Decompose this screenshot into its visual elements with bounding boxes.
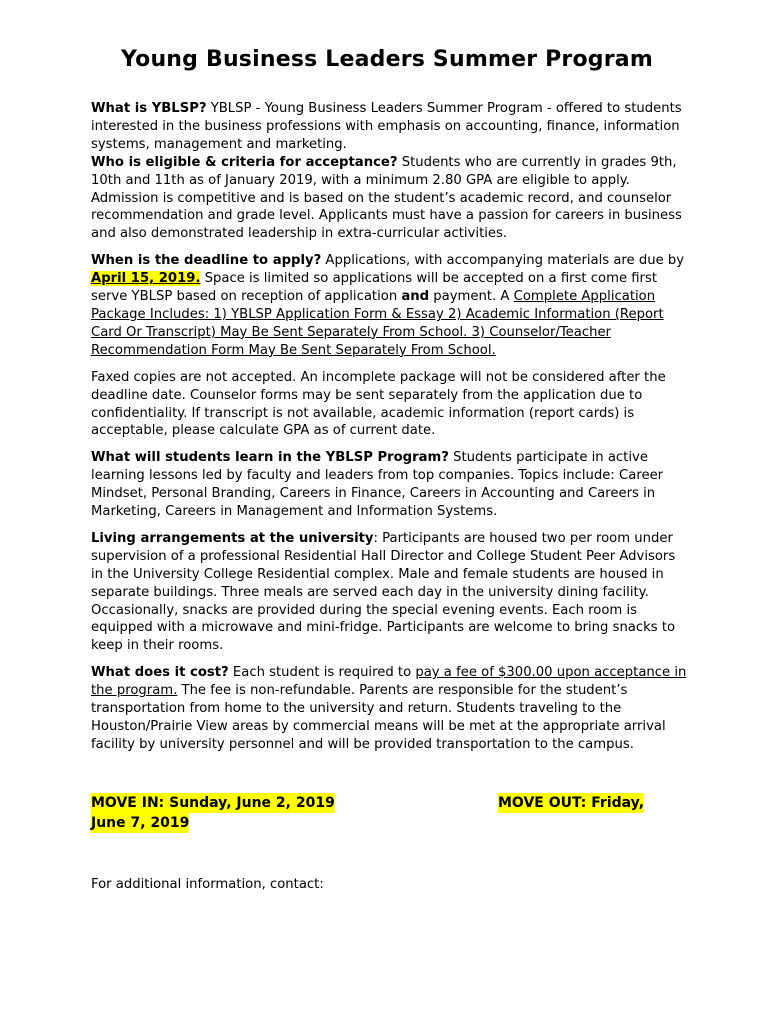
living-paragraph <box>91 530 691 655</box>
eligibility-question: Who is eligible & criteria for acceptance? <box>91 154 398 170</box>
deadline-text-1: Applications, with accompanying materials are due by <box>321 253 685 269</box>
what-is-paragraph <box>91 100 691 154</box>
learn-paragraph <box>91 449 691 521</box>
eligibility-paragraph <box>91 154 691 244</box>
living-answer: : Participants are housed two per room under supervision of a professional Residential Hall Director and College Student Peer Advisors in the University College Residential complex. Male and female students are housed in separate buildings. Three meals are served each day in the university dining facility. Occasionally, snacks are provided during the special evening events. Each room is equipped with a microwave and mini-fridge. Participants are welcome to bring snacks to keep in their rooms. <box>91 530 676 654</box>
document-page <box>91 44 691 894</box>
move-dates <box>91 793 691 833</box>
cost-paragraph <box>91 664 691 754</box>
move-in-date: MOVE IN: Sunday, June 2, 2019 <box>91 794 335 811</box>
what-is-question: What is YBLSP? <box>91 101 207 116</box>
application-package-list: Complete Application Package Includes: 1) YBLSP Application Form & Essay 2) Academic Information (Report Card Or Transcript) May Be Sent Separately From School. 3) Counselor/Teacher Recommendation Form May Be Sent Separately From School. <box>91 289 664 358</box>
deadline-date: April 15, 2019. <box>91 271 201 287</box>
deadline-text-2: Space is limited so applications will be accepted on a first come first serve YBLSP based on reception of application <box>91 271 658 305</box>
cost-question: What does it cost? <box>91 665 229 681</box>
page-title: Young Business Leaders Summer Program <box>121 47 653 72</box>
learn-question: What will students learn in the YBLSP Program? <box>91 450 449 466</box>
eligibility-answer: Students who are currently in grades 9th, 10th and 11th as of January 2019, with a minimum 2.80 GPA are eligible to apply. Admission is competitive and is based on the student’s academic record, and counselor recommendation and grade level. Applicants must have a passion for careers in business and also demonstrated leadership in extra-curricular activities. <box>91 154 682 242</box>
deadline-and: and <box>401 289 430 305</box>
living-question: Living arrangements at the university <box>91 530 374 546</box>
cost-text-2: The fee is non-refundable. Parents are responsible for the student’s transportation from home to the university and return. Students traveling to the Houston/Prairie View areas by commercial means will be met at the appropriate arrival facility by university personnel and will be provided transportation to the campus. <box>91 683 666 752</box>
deadline-text-3: payment. A <box>429 289 514 305</box>
move-out-date-continued: June 7, 2019 <box>91 814 190 831</box>
contact-line: For additional information, contact: <box>91 876 324 892</box>
cost-fee: pay a fee of $300.00 upon acceptance in the program. <box>91 665 687 699</box>
learn-answer: Students participate in active learning lessons led by faculty and leaders from top companies. Topics include: Career Mindset, Personal Branding, Careers in Finance, Careers in Accounting and Careers in Marketing, Careers in Management and Information Systems. <box>91 450 664 520</box>
what-is-answer: YBLSP - Young Business Leaders Summer Program - offered to students interested in the business professions with emphasis on accounting, finance, information systems, management and marketing. <box>91 101 682 152</box>
move-out-date: MOVE OUT: Friday, <box>498 794 645 811</box>
cost-text-1: Each student is required to <box>228 665 416 681</box>
faxed-paragraph: Faxed copies are not accepted. An incomplete package will not be considered after the deadline date. Counselor forms may be sent separately from the application due to confidentiality. If transcript is not available, academic information (report cards) is acceptable, please calculate GPA as of current date. <box>91 369 666 439</box>
deadline-question: When is the deadline to apply? <box>91 253 322 269</box>
deadline-paragraph <box>91 252 691 359</box>
